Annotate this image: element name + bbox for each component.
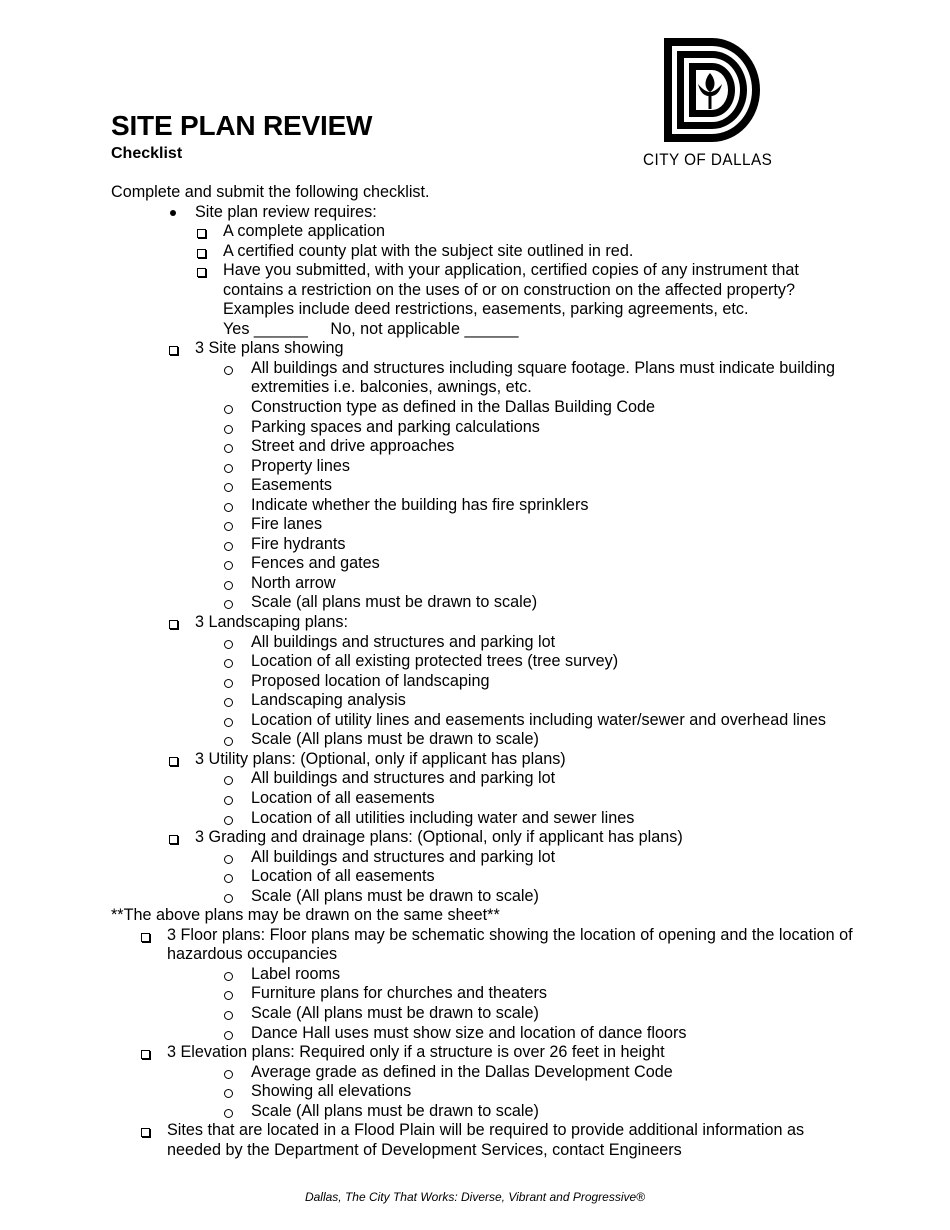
checkbox-icon — [169, 346, 178, 355]
intro-text: Complete and submit the following checklist. — [111, 183, 430, 201]
circle-bullet-icon — [224, 503, 233, 512]
circle-bullet-icon — [224, 425, 233, 434]
circle-bullet-icon — [224, 464, 233, 473]
list-item: Location of all utilities including water and sewer lines — [0, 809, 950, 829]
circle-bullet-icon — [224, 483, 233, 492]
list-item: Scale (all plans must be drawn to scale) — [0, 593, 950, 613]
checkbox-icon — [169, 620, 178, 629]
checkbox-icon — [141, 1050, 150, 1059]
checkbox-icon — [141, 933, 150, 942]
no-field[interactable]: No, not applicable ______ — [330, 319, 519, 338]
bullet-icon — [170, 210, 176, 216]
list-item: Fire lanes — [0, 515, 950, 535]
list-item: Scale (All plans must be drawn to scale) — [0, 887, 950, 907]
checkbox-icon — [197, 268, 206, 277]
list-item: Indicate whether the building has fire sprinklers — [0, 496, 950, 516]
circle-bullet-icon — [224, 737, 233, 746]
circle-bullet-icon — [224, 561, 233, 570]
list-item: Fire hydrants — [0, 535, 950, 555]
list-item: Property lines — [0, 457, 950, 477]
list-item: Scale (All plans must be drawn to scale) — [0, 730, 950, 750]
circle-bullet-icon — [224, 522, 233, 531]
dallas-d-logo-icon — [660, 36, 762, 144]
checkbox-icon — [141, 1128, 150, 1137]
footer-slogan: Dallas, The City That Works: Diverse, Vibrant and Progressive® — [304, 1190, 646, 1204]
requirement-item[interactable]: A complete application — [0, 222, 950, 242]
grading-plans-heading[interactable]: 3 Grading and drainage plans: (Optional, only if applicant has plans) — [0, 828, 950, 848]
list-item: Easements — [0, 476, 950, 496]
same-sheet-note: **The above plans may be drawn on the same sheet** — [111, 906, 500, 925]
circle-bullet-icon — [224, 796, 233, 805]
circle-bullet-icon — [224, 991, 233, 1000]
list-item: Average grade as defined in the Dallas Development Code — [0, 1063, 950, 1083]
circle-bullet-icon — [224, 972, 233, 981]
page-subtitle: Checklist — [111, 145, 183, 162]
logo-caption: CITY OF DALLAS — [643, 150, 773, 169]
circle-bullet-icon — [224, 679, 233, 688]
list-item: Parking spaces and parking calculations — [0, 418, 950, 438]
circle-bullet-icon — [224, 581, 233, 590]
circle-bullet-icon — [224, 1031, 233, 1040]
list-item: Location of utility lines and easements including water/sewer and overhead lines — [0, 711, 950, 731]
page-title: SITE PLAN REVIEW — [111, 110, 373, 141]
list-item: Furniture plans for churches and theaters — [0, 984, 950, 1004]
circle-bullet-icon — [224, 718, 233, 727]
circle-bullet-icon — [224, 855, 233, 864]
circle-bullet-icon — [224, 659, 233, 668]
yes-field[interactable]: Yes ______ — [223, 319, 308, 338]
checkbox-icon — [197, 249, 206, 258]
list-item: Location of all easements — [0, 789, 950, 809]
checkbox-icon — [169, 757, 178, 766]
circle-bullet-icon — [224, 405, 233, 414]
checkbox-icon — [197, 229, 206, 238]
list-item: Fences and gates — [0, 554, 950, 574]
circle-bullet-icon — [224, 1011, 233, 1020]
requirement-item[interactable]: A certified county plat with the subject site outlined in red. — [0, 242, 950, 262]
circle-bullet-icon — [224, 894, 233, 903]
floor-plans-heading[interactable]: 3 Floor plans: Floor plans may be schematic showing the location of opening and the location of hazardous occupancies — [0, 926, 879, 965]
list-item: All buildings and structures and parking lot — [0, 769, 950, 789]
list-item: Dance Hall uses must show size and location of dance floors — [0, 1024, 950, 1044]
list-item: All buildings and structures including square footage. Plans must indicate building extremities i.e. balconies, awnings, etc. — [0, 359, 881, 398]
flood-plain-item[interactable]: Sites that are located in a Flood Plain will be required to provide additional information as needed by the Department of Development Services, contact Engineers — [0, 1121, 857, 1160]
list-item: Proposed location of landscaping — [0, 672, 950, 692]
circle-bullet-icon — [224, 542, 233, 551]
circle-bullet-icon — [224, 874, 233, 883]
circle-bullet-icon — [224, 1070, 233, 1079]
list-item: Scale (All plans must be drawn to scale) — [0, 1102, 950, 1122]
requirement-item[interactable]: Have you submitted, with your application, certified copies of any instrument that contains a restriction on the uses of or on construction on the affected property? Examples include deed restrictions, easements, parking agreements, etc. — [0, 261, 835, 320]
checklist — [0, 183, 950, 1160]
circle-bullet-icon — [224, 698, 233, 707]
list-item: All buildings and structures and parking lot — [0, 848, 950, 868]
list-item: North arrow — [0, 574, 950, 594]
list-item: Location of all existing protected trees (tree survey) — [0, 652, 950, 672]
circle-bullet-icon — [224, 640, 233, 649]
checkbox-icon — [169, 835, 178, 844]
circle-bullet-icon — [224, 444, 233, 453]
list-item: All buildings and structures and parking lot — [0, 633, 950, 653]
list-item: Street and drive approaches — [0, 437, 950, 457]
city-of-dallas-logo — [643, 36, 775, 170]
site-plans-heading[interactable]: 3 Site plans showing — [0, 339, 950, 359]
list-item: Label rooms — [0, 965, 950, 985]
list-item: Construction type as defined in the Dallas Building Code — [0, 398, 950, 418]
landscaping-plans-heading[interactable]: 3 Landscaping plans: — [0, 613, 950, 633]
list-item: Location of all easements — [0, 867, 950, 887]
circle-bullet-icon — [224, 366, 233, 375]
circle-bullet-icon — [224, 816, 233, 825]
list-item: Showing all elevations — [0, 1082, 950, 1102]
requirements-heading: Site plan review requires: — [0, 203, 950, 223]
circle-bullet-icon — [224, 600, 233, 609]
utility-plans-heading[interactable]: 3 Utility plans: (Optional, only if applicant has plans) — [0, 750, 950, 770]
circle-bullet-icon — [224, 776, 233, 785]
list-item: Scale (All plans must be drawn to scale) — [0, 1004, 950, 1024]
circle-bullet-icon — [224, 1089, 233, 1098]
list-item: Landscaping analysis — [0, 691, 950, 711]
circle-bullet-icon — [224, 1109, 233, 1118]
elevation-plans-heading[interactable]: 3 Elevation plans: Required only if a structure is over 26 feet in height — [0, 1043, 950, 1063]
yes-no-line — [0, 320, 950, 340]
